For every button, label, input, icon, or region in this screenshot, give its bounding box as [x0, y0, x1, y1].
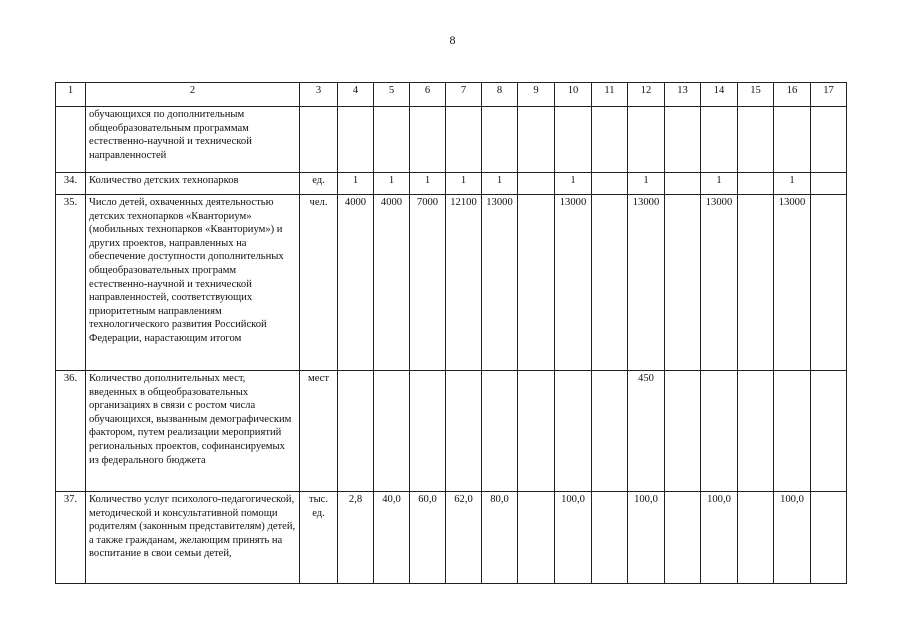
row-number	[56, 107, 86, 173]
value-cell	[592, 107, 628, 173]
value-cell: 60,0	[410, 492, 446, 584]
column-header: 17	[811, 83, 847, 107]
value-cell: 450	[628, 371, 665, 492]
value-cell: 13000	[701, 195, 738, 371]
value-cell	[592, 492, 628, 584]
value-cell	[555, 107, 592, 173]
value-cell: 12100	[446, 195, 482, 371]
indicator-name: Число детей, охваченных деятельностью детских технопарков «Кванториум» (мобильных технопарков «Кванториум») и других проектов, направленных на обеспечение доступности дополнительных общеобразовательных программ естественно-научной и технической направленностей, соответствующих приоритетным направлениям технологического развития Российской Федерации, нарастающим итогом	[86, 195, 300, 371]
indicator-name: обучающихся по дополнительным общеобразовательным программам естественно-научной и технической направленностей	[86, 107, 300, 173]
value-cell	[446, 107, 482, 173]
column-header: 13	[665, 83, 701, 107]
row-number: 35.	[56, 195, 86, 371]
value-cell	[738, 492, 774, 584]
value-cell: 13000	[628, 195, 665, 371]
value-cell	[738, 107, 774, 173]
value-cell	[774, 371, 811, 492]
value-cell	[555, 371, 592, 492]
table-row	[56, 195, 847, 371]
value-cell: 4000	[338, 195, 374, 371]
value-cell: 7000	[410, 195, 446, 371]
value-cell	[738, 173, 774, 195]
value-cell	[374, 371, 410, 492]
value-cell: 100,0	[701, 492, 738, 584]
value-cell	[628, 107, 665, 173]
value-cell: 100,0	[774, 492, 811, 584]
value-cell: 1	[446, 173, 482, 195]
column-number-row	[56, 83, 847, 107]
value-cell	[811, 107, 847, 173]
value-cell: 1	[555, 173, 592, 195]
page-number: 8	[449, 33, 456, 47]
row-number: 36.	[56, 371, 86, 492]
row-number: 34.	[56, 173, 86, 195]
value-cell: 4000	[374, 195, 410, 371]
value-cell	[518, 195, 555, 371]
column-header: 8	[482, 83, 518, 107]
column-header: 7	[446, 83, 482, 107]
row-number: 37.	[56, 492, 86, 584]
value-cell	[738, 371, 774, 492]
value-cell: 1	[628, 173, 665, 195]
value-cell: 1	[374, 173, 410, 195]
value-cell: 1	[338, 173, 374, 195]
value-cell	[774, 107, 811, 173]
unit-cell: чел.	[300, 195, 338, 371]
value-cell: 13000	[482, 195, 518, 371]
value-cell	[811, 195, 847, 371]
indicators-table	[55, 82, 847, 584]
value-cell	[482, 371, 518, 492]
column-header: 4	[338, 83, 374, 107]
column-header: 10	[555, 83, 592, 107]
value-cell: 100,0	[555, 492, 592, 584]
value-cell	[518, 371, 555, 492]
column-header: 3	[300, 83, 338, 107]
value-cell	[592, 173, 628, 195]
column-header: 1	[56, 83, 86, 107]
value-cell: 13000	[555, 195, 592, 371]
column-header: 14	[701, 83, 738, 107]
table-row	[56, 371, 847, 492]
value-cell: 1	[410, 173, 446, 195]
value-cell	[811, 492, 847, 584]
value-cell: 1	[701, 173, 738, 195]
value-cell	[738, 195, 774, 371]
value-cell	[410, 371, 446, 492]
value-cell	[592, 371, 628, 492]
value-cell	[410, 107, 446, 173]
value-cell: 1	[774, 173, 811, 195]
indicator-name: Количество дополнительных мест, введенных в общеобразовательных организациях в связи с ростом числа обучающихся, вызванным демографическим фактором, путем реализации мероприятий региональных проектов, софинансируемых из федерального бюджета	[86, 371, 300, 492]
value-cell	[665, 371, 701, 492]
value-cell	[518, 492, 555, 584]
indicator-name: Количество услуг психолого-педагогической, методической и консультативной помощи родителям (законным представителям) детей, а также гражданам, желающим принять на воспитание в свои семьи детей,	[86, 492, 300, 584]
table-row	[56, 173, 847, 195]
value-cell	[665, 195, 701, 371]
value-cell: 80,0	[482, 492, 518, 584]
value-cell	[811, 173, 847, 195]
unit-cell: мест	[300, 371, 338, 492]
value-cell	[811, 371, 847, 492]
value-cell	[482, 107, 518, 173]
value-cell	[665, 492, 701, 584]
column-header: 2	[86, 83, 300, 107]
value-cell: 1	[482, 173, 518, 195]
value-cell: 62,0	[446, 492, 482, 584]
value-cell	[338, 371, 374, 492]
value-cell	[518, 173, 555, 195]
value-cell: 40,0	[374, 492, 410, 584]
value-cell: 13000	[774, 195, 811, 371]
value-cell	[518, 107, 555, 173]
column-header: 16	[774, 83, 811, 107]
column-header: 11	[592, 83, 628, 107]
value-cell	[338, 107, 374, 173]
value-cell: 2,8	[338, 492, 374, 584]
value-cell	[592, 195, 628, 371]
value-cell	[701, 371, 738, 492]
unit-cell: ед.	[300, 173, 338, 195]
value-cell	[665, 107, 701, 173]
unit-cell	[300, 107, 338, 173]
value-cell	[446, 371, 482, 492]
value-cell	[665, 173, 701, 195]
column-header: 15	[738, 83, 774, 107]
table-row	[56, 107, 847, 173]
unit-cell: тыс. ед.	[300, 492, 338, 584]
value-cell	[701, 107, 738, 173]
indicator-name: Количество детских технопарков	[86, 173, 300, 195]
column-header: 5	[374, 83, 410, 107]
value-cell	[374, 107, 410, 173]
value-cell: 100,0	[628, 492, 665, 584]
column-header: 6	[410, 83, 446, 107]
column-header: 12	[628, 83, 665, 107]
column-header: 9	[518, 83, 555, 107]
table-row	[56, 492, 847, 584]
